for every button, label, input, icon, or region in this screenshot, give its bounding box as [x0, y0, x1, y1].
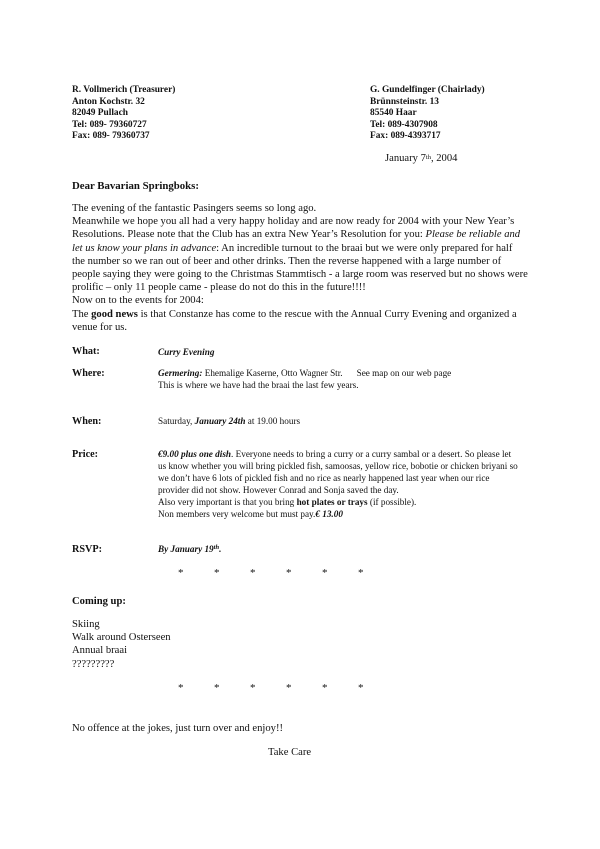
- sender-right-name: G. Gundelfinger (Chairlady): [370, 85, 485, 95]
- star: *: [358, 567, 364, 579]
- star: *: [178, 567, 184, 579]
- star-separator: [0, 567, 600, 581]
- price-label: Price:: [72, 449, 99, 460]
- intro-paragraphs: [72, 202, 528, 334]
- sender-right-fax: Fax: 089-4393717: [370, 131, 441, 142]
- para-line: let us know your plans in advance: An incredible turnout to the braai but we were only prepared for half: [72, 242, 513, 254]
- sender-right-tel: Tel: 089-4307908: [370, 119, 438, 130]
- star-separator: [0, 682, 600, 696]
- where-value: Germering: Ehemalige Kaserne, Otto Wagner Str. See map on our web page This is where we have had the braai the last few years.: [158, 368, 452, 390]
- star: *: [214, 682, 220, 694]
- what-label: What:: [72, 346, 100, 357]
- what-value: Curry Evening: [158, 347, 215, 357]
- sender-right-city: 85540 Haar: [370, 108, 417, 119]
- sender-left-fax: Fax: 089- 79360737: [72, 131, 150, 142]
- star: *: [178, 682, 184, 694]
- list-item: Annual braai: [72, 645, 128, 657]
- closing-line: No offence at the jokes, just turn over and enjoy!!: [72, 723, 284, 734]
- list-item: ?????????: [72, 658, 115, 670]
- para-line: prolific – only 11 people came - please do not do this in the future!!!!: [72, 282, 366, 294]
- sender-left-address: [72, 85, 175, 143]
- rsvp-label: RSVP:: [72, 544, 102, 555]
- coming-up-list: [72, 618, 171, 671]
- star: *: [250, 567, 256, 579]
- map-reference: See map on our web page: [356, 368, 452, 378]
- when-value: Saturday, January 24th at 19.00 hours: [158, 416, 301, 426]
- sender-left-city: 82049 Pullach: [72, 108, 128, 119]
- where-label: Where:: [72, 368, 105, 379]
- sender-right-street: Brünnsteinstr. 13: [370, 96, 439, 107]
- para-line: the number so we ran out of beer and other drinks. Then the reverse happened with a large number of: [72, 255, 502, 267]
- sender-right-address: [370, 85, 485, 143]
- star: *: [358, 682, 364, 694]
- sender-left-tel: Tel: 089- 79360727: [72, 119, 147, 130]
- rsvp-value: By January 19th.: [158, 544, 222, 554]
- star: *: [322, 567, 328, 579]
- star: *: [250, 682, 256, 694]
- price-value: €9.00 plus one dish. Everyone needs to bring a curry or a curry sambal or a desert. So please let us know whether you will bring pickled fish, samoosas, yellow rice, bobotie or chicken briyani so we don’t have 6 lots of pickled fish and no rice as nearly happened last year when our rice provider did not show. However Conrad and Sonja saved the day. Also very important is that you bring hot plates or trays (if possible). Non members very welcome but must pay.€ 13.00: [158, 449, 518, 519]
- coming-up-heading: Coming up:: [72, 596, 126, 607]
- sender-left-name: R. Vollmerich (Treasurer): [72, 85, 176, 95]
- para-line: people saying they were going to the Christmas Stammtisch - a large room was reserved but no shows were: [72, 269, 528, 281]
- para-line: Now on to the events for 2004:: [72, 295, 204, 307]
- letter-date: January 7th, 2004: [385, 153, 458, 164]
- para-line: venue for us.: [72, 321, 128, 333]
- list-item: Skiing: [72, 619, 100, 630]
- where-note: This is where we have had the braai the last few years.: [158, 380, 359, 390]
- greeting: Dear Bavarian Springboks:: [72, 180, 199, 192]
- sender-left-street: Anton Kochstr. 32: [72, 96, 145, 107]
- para-line: Meanwhile we hope you all had a very happy holiday and are now ready for 2004 with your New Year’s: [72, 216, 515, 228]
- star: *: [322, 682, 328, 694]
- signoff: Take Care: [268, 747, 312, 758]
- star: *: [286, 682, 292, 694]
- para-line: The good news is that Constanze has come to the rescue with the Annual Curry Evening and organized a: [72, 308, 517, 320]
- para-line: The evening of the fantastic Pasingers seems so long ago.: [72, 203, 317, 214]
- list-item: Walk around Osterseen: [72, 632, 171, 644]
- para-line: Resolutions. Please note that the Club has an extra New Year’s Resolution for you: Please be reliable and: [72, 229, 521, 241]
- when-label: When:: [72, 416, 102, 427]
- star: *: [214, 567, 220, 579]
- star: *: [286, 567, 292, 579]
